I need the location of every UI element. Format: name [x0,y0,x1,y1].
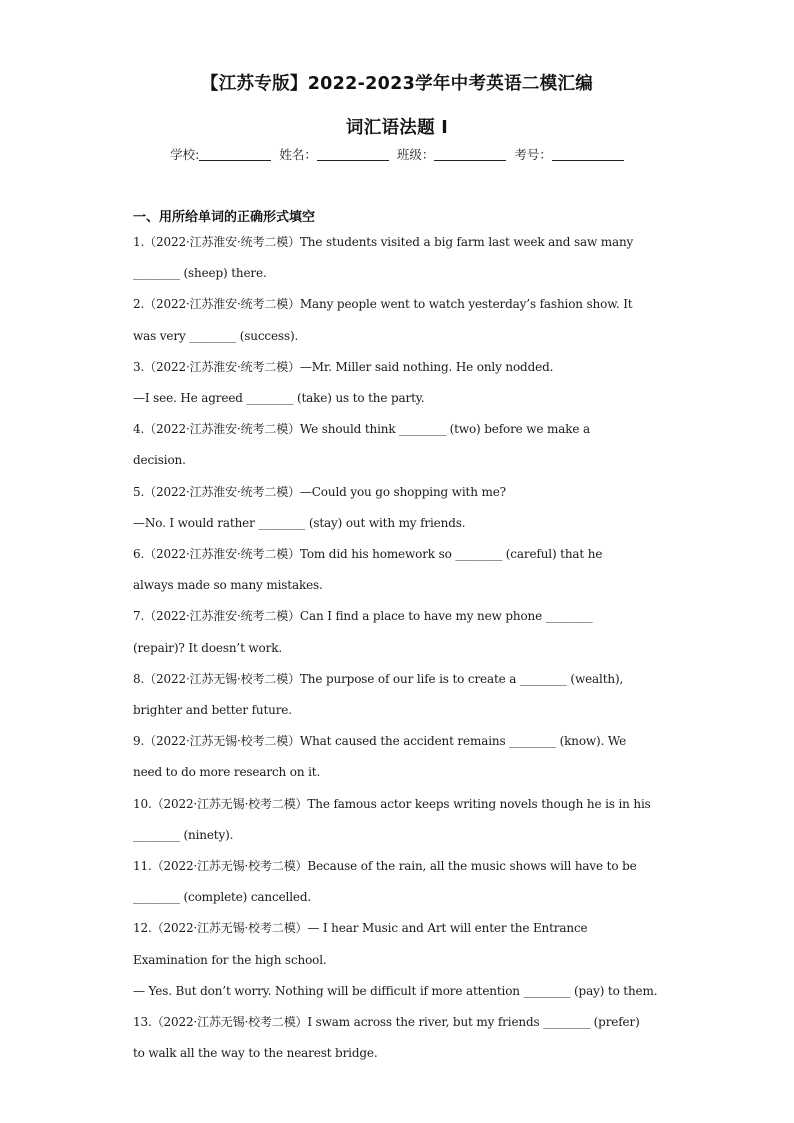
class-label: 班级： [396,147,435,162]
question-line: 2.（2022·江苏淮安·统考二模）Many people went to watch yesterday’s fashion show. It [133,297,633,311]
question-line: always made so many mistakes. [133,578,323,592]
question-line: 1.（2022·江苏淮安·统考二模）The students visited a big farm last week and saw many [133,235,634,249]
section-heading: 一、用所给单词的正确形式填空 [133,210,316,225]
question-line: to walk all the way to the nearest bridge. [133,1046,378,1060]
question-line: (repair)? It doesn’t work. [133,641,283,655]
question-line: 10.（2022·江苏无锡·校考二模）The famous actor keeps writing novels though he is in his [133,797,651,811]
document-title: 【江苏专版】2022-2023学年中考英语二模汇编 [200,74,594,94]
question-line: — Yes. But don’t worry. Nothing will be difficult if more attention ________ (pay) to them. [133,984,658,998]
school-label: 学校: [170,147,200,162]
exam-number-label: 考号： [514,147,552,162]
question-line: 9.（2022·江苏无锡·校考二模）What caused the accident remains ________ (know). We [133,734,627,748]
question-line: 13.（2022·江苏无锡·校考二模）I swam across the river, but my friends ________ (prefer) [133,1015,640,1029]
question-line: decision. [133,453,186,467]
question-line: ________ (complete) cancelled. [133,890,312,904]
exam-number-blank[interactable] [552,148,624,161]
question-line: 7.（2022·江苏淮安·统考二模）Can I find a place to have my new phone ________ [133,609,593,623]
question-line: 8.（2022·江苏无锡·校考二模）The purpose of our life is to create a ________ (wealth), [133,672,624,686]
question-line: 12.（2022·江苏无锡·校考二模）— I hear Music and Art will enter the Entrance [133,921,588,935]
question-line: —I see. He agreed ________ (take) us to the party. [133,391,425,405]
class-blank[interactable] [434,148,506,161]
student-info-row [0,145,794,163]
question-line: ________ (sheep) there. [133,266,267,280]
question-line: 6.（2022·江苏淮安·统考二模）Tom did his homework so ________ (careful) that he [133,547,603,561]
name-label: 姓名： [279,147,317,162]
question-line: 11.（2022·江苏无锡·校考二模）Because of the rain, all the music shows will have to be [133,859,637,873]
document-subtitle: 词汇语法题 I [345,118,449,138]
question-line: brighter and better future. [133,703,292,717]
question-line: need to do more research on it. [133,765,321,779]
question-line: 5.（2022·江苏淮安·统考二模）—Could you go shopping with me? [133,485,506,499]
question-line: —No. I would rather ________ (stay) out with my friends. [133,516,466,530]
name-blank[interactable] [317,148,389,161]
school-blank[interactable] [199,148,271,161]
question-line: Examination for the high school. [133,953,327,967]
question-line: was very ________ (success). [133,329,299,343]
question-line: ________ (ninety). [133,828,234,842]
question-line: 4.（2022·江苏淮安·统考二模）We should think ________ (two) before we make a [133,422,590,436]
question-line: 3.（2022·江苏淮安·统考二模）—Mr. Miller said nothing. He only nodded. [133,360,554,374]
